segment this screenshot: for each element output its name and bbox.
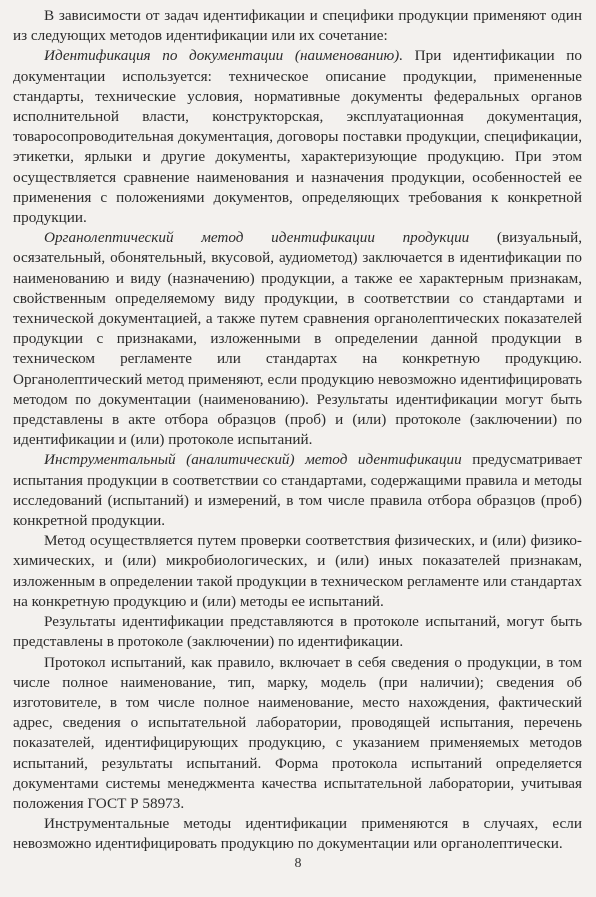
paragraph-organoleptic-method-text: (визуальный, осязательный, обонятельный, вкусовой, аудиометод) заключается в идентификации по наименованию и виду (назначению) продукции, а также ее характерным признакам, свойственным определяемому виду продукции, в соответствии со стандартами и технической документацией, а также путем сравнения органолептических показателей продукции с признаками, изложенными в определении данной продукции в техническом регламенте или стандартах на конкретную продукцию. Органолептический метод применяют, если продукцию невозможно идентифицировать методом по документации (наименованию). Результаты идентификации могут быть представлены в акте отбора образцов (проб) и (или) протоколе (заключении) по идентификации и (или) протоколе испытаний. [13,229,582,449]
paragraph-instrumental-usage-text: Инструментальные методы идентификации применяются в случаях, если невозможно идентифицировать продукцию по документации или органолептически. [13,815,582,853]
paragraph-instrumental-method-title: Инструментальный (аналитический) метод идентификации [44,451,462,469]
paragraph-test-protocol-text: Протокол испытаний, как правило, включает в себя сведения о продукции, в том числе полное наименование, тип, марку, модель (при наличии); сведения об изготовителе, в том числе полное наименование, место нахождения, фактический адрес, сведения о испытательной лаборатории, проводящей испытания, перечень показателей, идентифицирующих продукцию, с указанием применяемых методов испытаний, результаты испытаний. Форма протокола испытаний определяется документами системы менеджмента качества испытательной лаборатории, учитывая положения ГОСТ Р 58973. [13,653,582,812]
paragraph-organoleptic-method-title: Органолептический метод идентификации продукции [44,229,470,247]
paragraph-instrumental-method [13,450,582,531]
paragraph-documentation-method [13,46,582,228]
paragraph-intro [13,6,582,46]
paragraph-method-description [13,531,582,612]
paragraph-instrumental-usage [13,814,582,854]
paragraph-method-description-text: Метод осуществляется путем проверки соответствия физических, и (или) физико-химических, и (или) микробиологических, и (или) иных показателей признакам, изложенным в определении такой продукции в техническом регламенте или стандартах на конкретную продукцию и (или) методы ее испытаний. [13,532,582,610]
paragraph-organoleptic-method [13,228,582,450]
paragraph-results [13,612,582,652]
paragraph-documentation-method-title: Идентификация по документации (наименованию). [44,47,404,65]
paragraph-instrumental-method-text: предусматривает испытания продукции в соответствии со стандартами, содержащими правила и методы исследований (испытаний) и измерений, в том числе правила отбора образцов (проб) конкретной продукции. [13,451,582,530]
page-number: 8 [294,856,302,871]
paragraph-intro-text: В зависимости от задач идентификации и специфики продукции применяют один из следующих методов идентификации или их сочетание: [13,7,582,45]
paragraph-documentation-method-text: При идентификации по документации используется: техническое описание продукции, примененные стандарты, технические условия, нормативные документы федеральных органов исполнительной власти, конструкторская, эксплуатационная документация, товаросопроводительная документация, договоры поставки продукции, спецификации, этикетки, ярлыки и другие документы, характеризующие продукцию. При этом осуществляется сравнение наименования и назначения продукции, особенностей ее применения с положениями документов, определяющих требования к конкретной продукции. [13,47,582,227]
paragraph-results-text: Результаты идентификации представляются в протоколе испытаний, могут быть представлены в протоколе (заключении) по идентификации. [13,613,582,651]
paragraph-test-protocol [13,653,582,815]
